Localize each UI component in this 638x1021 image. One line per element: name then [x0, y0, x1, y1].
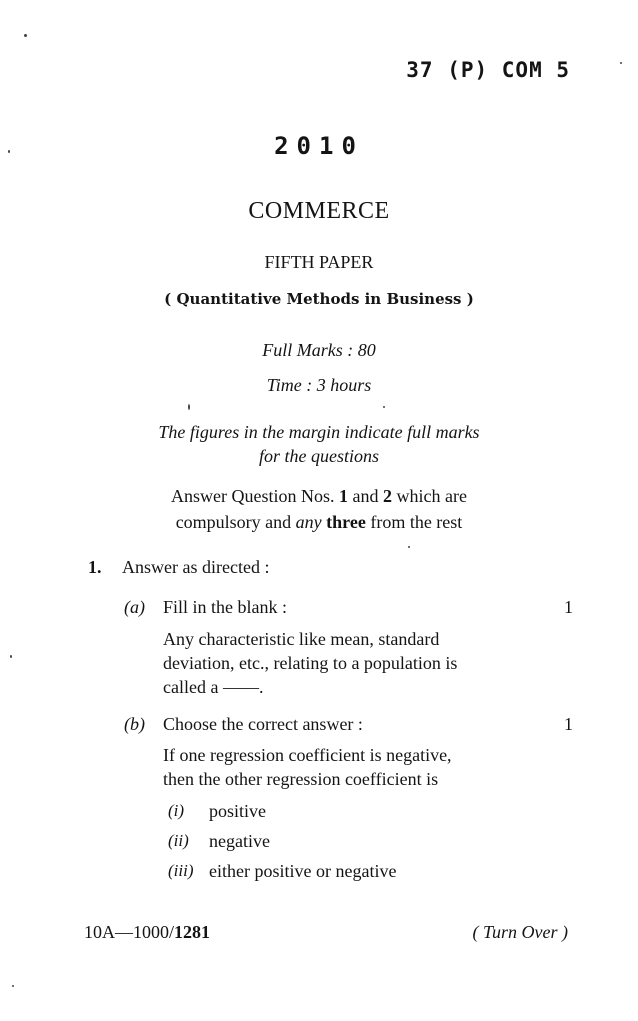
- part-b-body: [163, 743, 543, 791]
- part-a-body-line-2: deviation, etc., relating to a population is: [163, 653, 458, 673]
- instruction-q2: 2: [383, 486, 393, 506]
- marks-note: [0, 420, 638, 468]
- part-b-body-line-1: If one regression coefficient is negative,: [163, 745, 452, 765]
- instruction-line-1: [0, 483, 638, 509]
- part-b-label: (b): [124, 714, 145, 734]
- exam-year: 2010: [274, 132, 364, 160]
- footer-code-number: 1281: [174, 922, 210, 942]
- paper-code: 37 (P) COM 5: [406, 58, 570, 82]
- part-a-marks: 1: [564, 597, 573, 617]
- question-1-text: Answer as directed :: [122, 557, 270, 577]
- option-iii-label: (iii): [168, 861, 194, 880]
- footer-code-prefix: 10A—1000/: [84, 922, 174, 942]
- instruction-q1: 1: [339, 486, 349, 506]
- part-b-body-line-2: then the other regression coefficient is: [163, 769, 439, 789]
- part-a-label: (a): [124, 597, 145, 617]
- option-i-label: (i): [168, 801, 185, 820]
- instruction-three: three: [326, 512, 366, 532]
- part-b-heading: Choose the correct answer :: [163, 714, 363, 734]
- option-iii-text: either positive or negative: [209, 861, 397, 881]
- option-i-text: positive: [209, 801, 266, 821]
- option-ii-text: negative: [209, 831, 270, 851]
- paper-topic: ( Quantitative Methods in Business ): [164, 290, 474, 308]
- time-allowed: [0, 375, 638, 396]
- footer-code: [84, 922, 210, 943]
- instruction-line2-post: from the rest: [365, 512, 463, 532]
- scan-speck: [383, 406, 385, 408]
- part-a-heading: Fill in the blank :: [163, 597, 287, 617]
- part-b-marks: 1: [564, 714, 573, 734]
- scan-speck: [188, 404, 190, 410]
- turn-over-note: ( Turn Over ): [472, 922, 568, 942]
- scan-speck: [8, 150, 10, 153]
- part-a-body: [163, 627, 543, 699]
- instruction-and: and: [348, 486, 384, 506]
- scan-speck: [12, 985, 14, 987]
- scan-speck: [24, 34, 27, 37]
- instructions: [0, 483, 638, 535]
- scan-speck: [620, 62, 622, 64]
- instruction-line1-pre: Answer Question Nos.: [171, 486, 340, 506]
- note-line-1: The figures in the margin indicate full marks: [158, 422, 480, 442]
- option-ii-label: (ii): [168, 831, 189, 850]
- part-a-body-line-1: Any characteristic like mean, standard: [163, 629, 440, 649]
- instruction-line2-pre: compulsory and: [175, 512, 296, 532]
- instruction-any: any: [295, 512, 322, 532]
- part-a-body-line-3: called a ——.: [163, 677, 264, 697]
- full-marks: [0, 340, 638, 361]
- subject-title: COMMERCE: [248, 198, 390, 224]
- scan-speck: [10, 655, 12, 658]
- time-text: Time : 3 hours: [266, 375, 372, 395]
- paper-title: FIFTH PAPER: [264, 252, 374, 272]
- instruction-line1-post: which are: [392, 486, 467, 506]
- scan-speck: [408, 546, 410, 548]
- note-line-2: for the questions: [259, 446, 379, 466]
- full-marks-text: Full Marks : 80: [262, 340, 376, 360]
- instruction-line-2: [0, 509, 638, 535]
- question-1-number: 1.: [88, 557, 102, 577]
